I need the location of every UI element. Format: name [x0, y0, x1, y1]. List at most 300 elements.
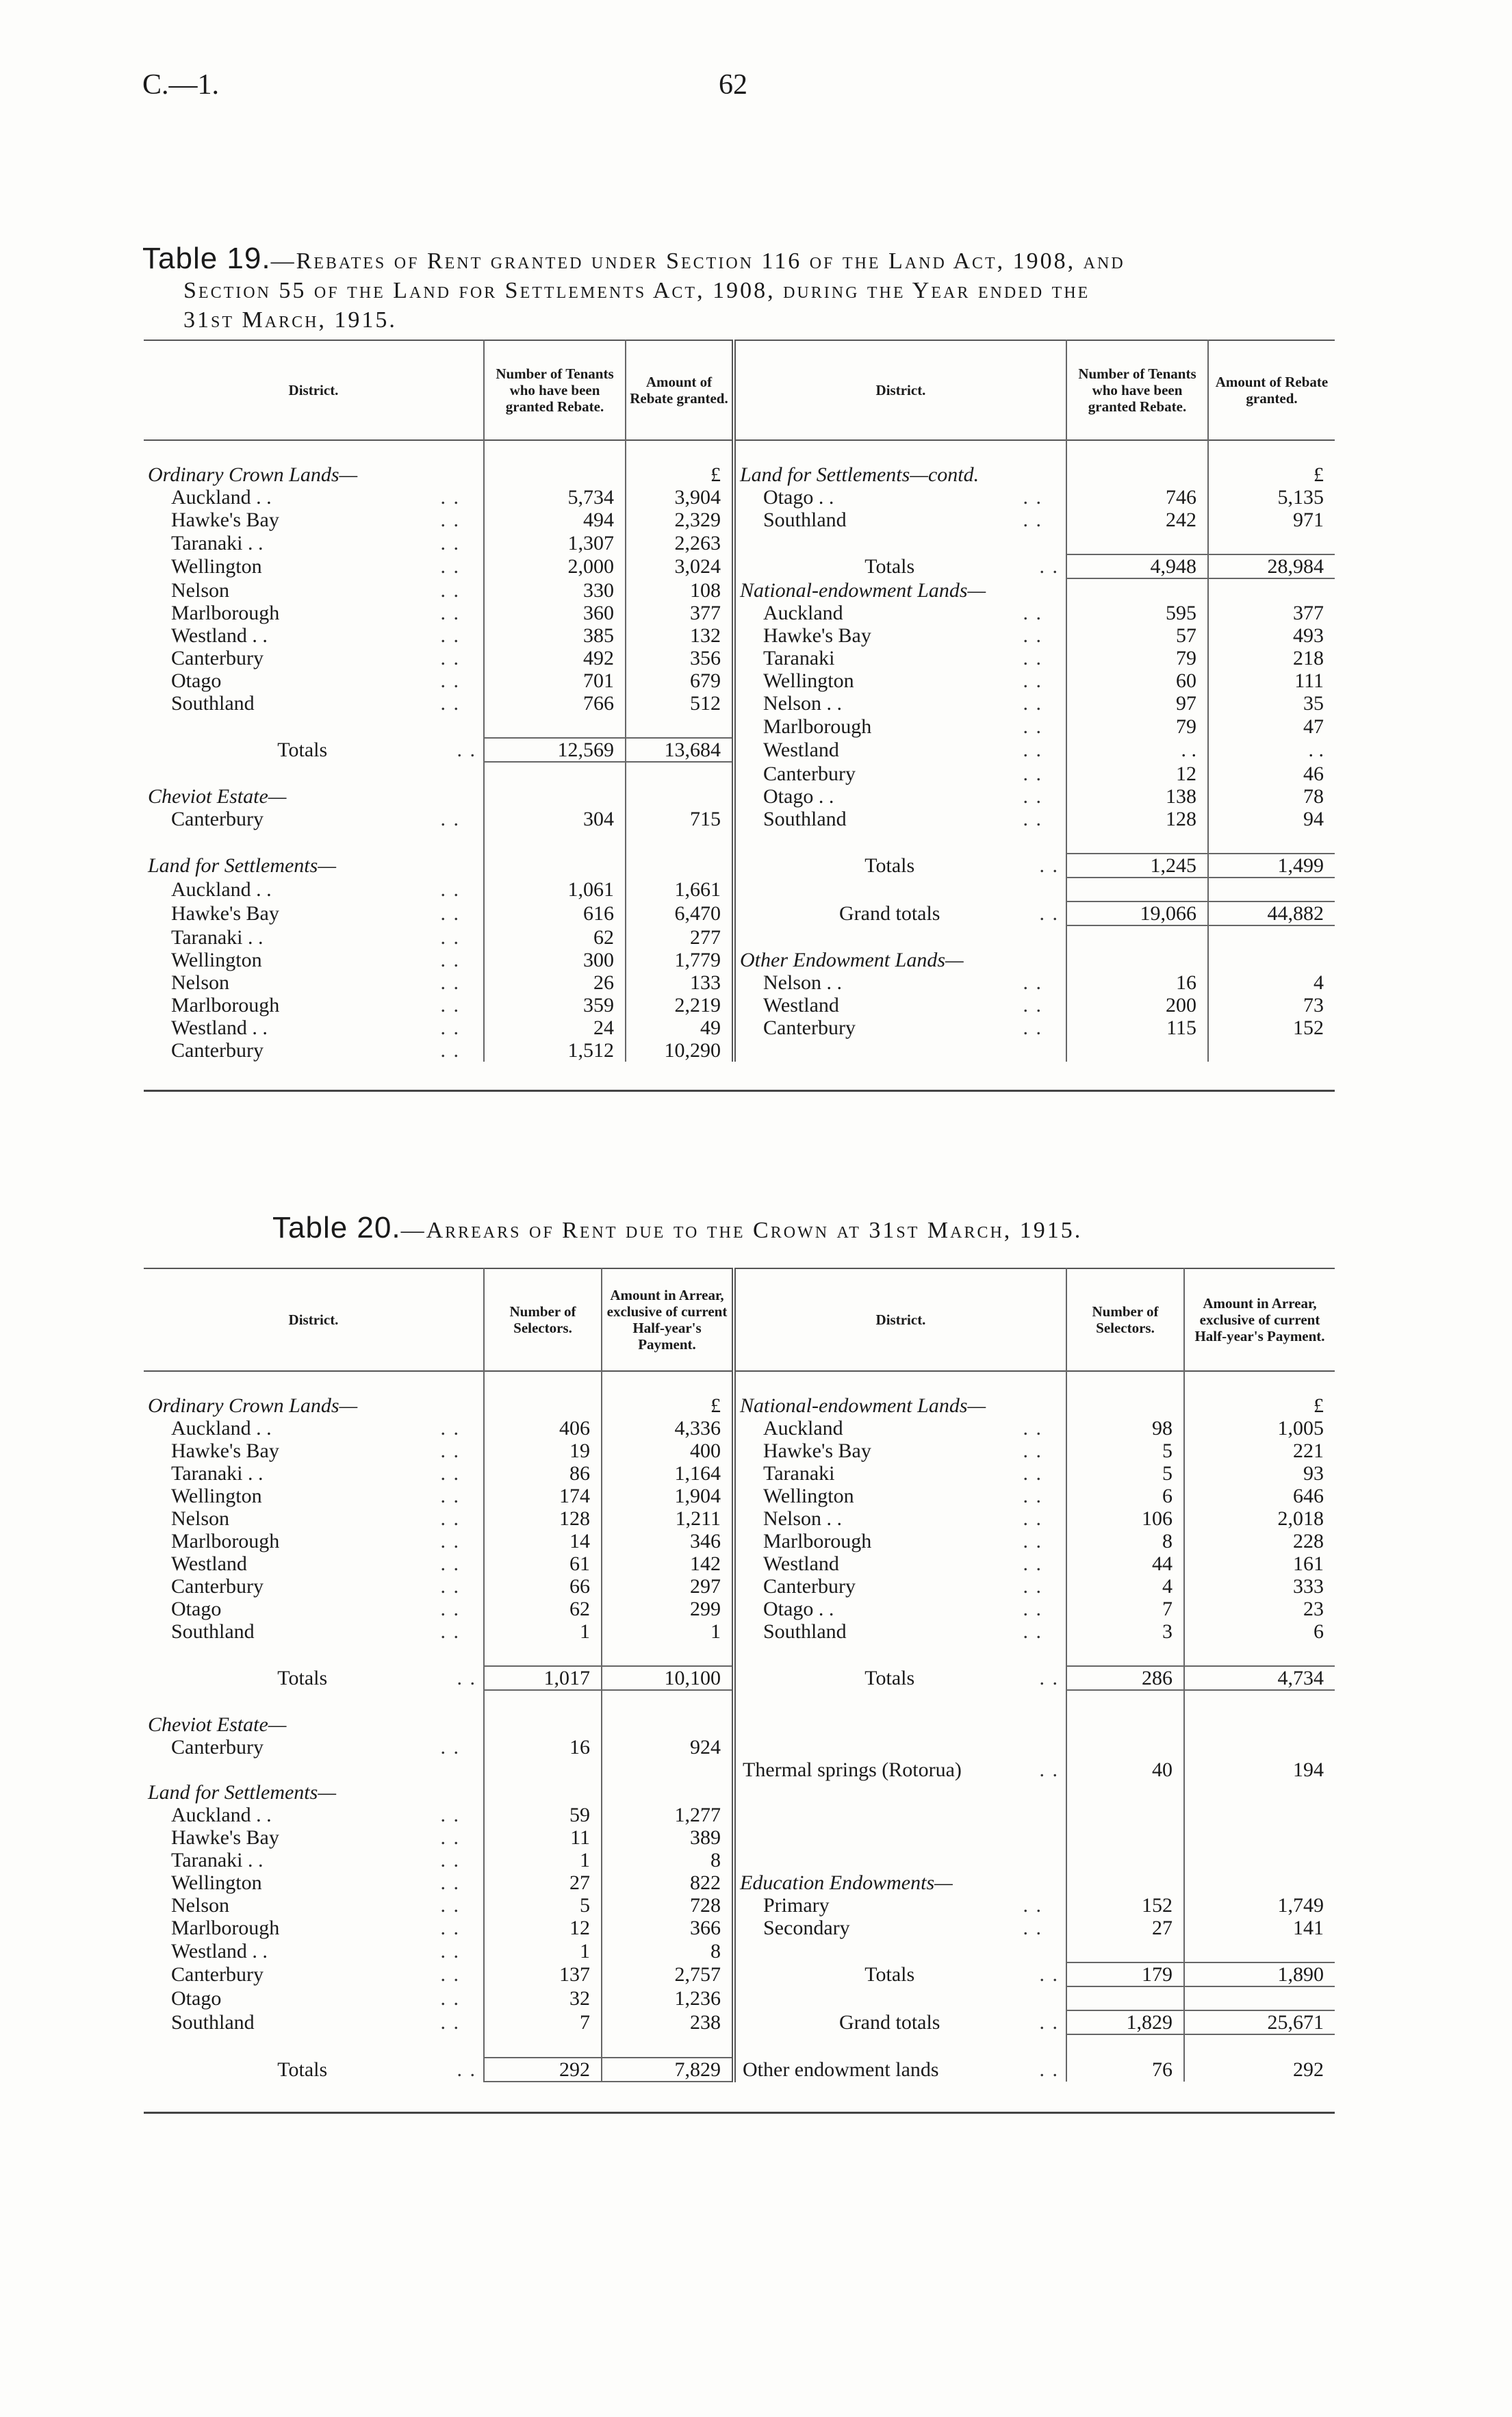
district-name-label: Southland	[763, 509, 847, 531]
district-name	[734, 1440, 1066, 1462]
district-name-label: Nelson . .	[763, 692, 842, 715]
amount-value: 292	[1184, 2058, 1335, 2082]
amount-value: 238	[602, 2010, 734, 2034]
leader-dots: . .	[1023, 808, 1042, 830]
leader-dots: . .	[1023, 1016, 1042, 1039]
leader-dots: . .	[440, 2011, 460, 2034]
table-row	[144, 738, 1335, 762]
t20-cheviot-heading: Cheviot Estate—	[148, 1713, 287, 1736]
district-name-label: Hawke's Bay	[171, 509, 279, 531]
totals-label	[144, 738, 484, 762]
table-row	[144, 808, 1335, 830]
totals-label	[144, 2058, 484, 2082]
district-name-label: Wellington	[763, 669, 854, 692]
district-name-label: Taranaki	[763, 647, 835, 669]
amount-total: 1,499	[1208, 854, 1335, 878]
district-name-label: Canterbury	[763, 762, 856, 785]
leader-dots: . .	[440, 1917, 460, 1939]
district-name	[144, 1552, 484, 1575]
tenants-grand-total: 19,066	[1066, 901, 1208, 925]
table-row	[144, 949, 1335, 971]
t19-col-tenants-left: Number of Tenants who have been granted Rebate.	[484, 340, 626, 440]
district-name	[734, 647, 1066, 669]
amount-value: 728	[602, 1894, 734, 1917]
district-name-label: Canterbury	[763, 1016, 856, 1039]
table-row	[144, 440, 1335, 463]
district-name	[144, 531, 484, 554]
table19-caption	[142, 244, 1361, 335]
table-row	[144, 624, 1335, 647]
amount-value: 133	[626, 971, 734, 994]
amount-grand-total: 25,671	[1184, 2010, 1335, 2034]
selectors-value: 5	[484, 1894, 602, 1917]
table-row	[144, 878, 1335, 901]
table-row	[144, 1826, 1335, 1849]
district-name-label: Westland . .	[171, 624, 268, 647]
district-name	[734, 1016, 1066, 1039]
amount-value: 1,236	[602, 1986, 734, 2010]
leader-dots: . .	[1023, 1620, 1042, 1643]
tenants-value: 359	[484, 994, 626, 1016]
grand-totals-label-label: Grand totals	[839, 2011, 940, 2034]
t20-col-amount-right: Amount in Arrear, exclusive of current Half-year's Payment.	[1184, 1268, 1335, 1371]
tenants-value: 200	[1066, 994, 1208, 1016]
table19-title-line1: —Rebates of Rent granted under Section 116 of the Land Act, 1908, and	[270, 248, 1125, 274]
totals-label-label: Totals	[864, 1667, 915, 1689]
selectors-value: 406	[484, 1417, 602, 1440]
district-name	[144, 624, 484, 647]
amount-value: 73	[1208, 994, 1335, 1016]
table-row	[144, 509, 1335, 531]
leader-dots: . .	[1039, 854, 1059, 877]
district-name-label: Southland	[763, 1620, 847, 1643]
table-row	[144, 554, 1335, 578]
selectors-value: 137	[484, 1962, 602, 1986]
district-name-label: Otago	[171, 669, 222, 692]
t19-col-district-left: District.	[288, 382, 339, 398]
tenants-value: 701	[484, 669, 626, 692]
table-row	[144, 531, 1335, 554]
selectors-value: 32	[484, 1986, 602, 2010]
selectors-value: 8	[1066, 1530, 1184, 1552]
tenants-value: 115	[1066, 1016, 1208, 1039]
leader-dots: . .	[440, 971, 460, 994]
table-row	[144, 1781, 1335, 1804]
leader-dots: . .	[1039, 555, 1059, 578]
leader-dots: . .	[440, 578, 460, 602]
t20-col-selectors-right: Number of Selectors.	[1066, 1268, 1184, 1371]
tenants-value: 242	[1066, 509, 1208, 531]
table20-title: —Arrears of Rent due to the Crown at 31st March, 1915.	[400, 1218, 1083, 1243]
amount-value: 377	[1208, 602, 1335, 624]
district-name	[144, 1986, 484, 2010]
amount-value: 108	[626, 578, 734, 602]
table-row	[144, 1575, 1335, 1598]
district-name-label: Auckland . .	[171, 486, 272, 509]
amount-value: 142	[602, 1552, 734, 1575]
leader-dots: . .	[440, 1598, 460, 1620]
table-row	[144, 854, 1335, 878]
leader-dots: . .	[1023, 647, 1042, 669]
selectors-value: 7	[484, 2010, 602, 2034]
group-heading: Education Endowments—	[734, 1871, 1066, 1894]
tenants-value: 60	[1066, 669, 1208, 692]
district-name-label: Auckland . .	[171, 1417, 272, 1440]
district-name	[144, 971, 484, 994]
table-row	[144, 1598, 1335, 1620]
amount-value: 822	[602, 1871, 734, 1894]
district-name	[144, 2010, 484, 2034]
selectors-value: 3	[1066, 1620, 1184, 1643]
district-name	[144, 669, 484, 692]
tenants-value: 360	[484, 602, 626, 624]
district-name-label: Nelson . .	[763, 1507, 842, 1530]
t20-col-amount-left: Amount in Arrear, exclusive of current Half-year's Payment.	[602, 1268, 734, 1371]
district-name-label: Southland	[171, 1620, 255, 1643]
amount-total: 1,890	[1184, 1962, 1335, 1986]
totals-label	[734, 1962, 1066, 1986]
leader-dots: . .	[1023, 739, 1042, 761]
district-name	[734, 1417, 1066, 1440]
leader-dots: . .	[440, 1826, 460, 1849]
leader-dots: . .	[440, 1939, 460, 1962]
tenants-total: 12,569	[484, 738, 626, 762]
table-row	[144, 2058, 1335, 2082]
district-name	[734, 715, 1066, 738]
table-row	[144, 901, 1335, 925]
leader-dots: . .	[440, 602, 460, 624]
amount-value: 299	[602, 1598, 734, 1620]
table-row	[144, 1485, 1335, 1507]
district-name-label: Marlborough	[171, 1530, 280, 1552]
selectors-value: 40	[1066, 1759, 1184, 1781]
leader-dots: . .	[440, 486, 460, 509]
district-name	[144, 1736, 484, 1759]
district-name-label: Taranaki . .	[171, 531, 264, 554]
tenants-value: 79	[1066, 715, 1208, 738]
amount-total: 7,829	[602, 2058, 734, 2082]
t20-col-district-right: District.	[734, 1268, 1066, 1371]
district-name	[144, 554, 484, 578]
leader-dots: . .	[440, 1963, 460, 1986]
selectors-value: 128	[484, 1507, 602, 1530]
totals-label	[144, 1666, 484, 1690]
amount-value: 1,661	[626, 878, 734, 901]
selectors-value: 1	[484, 1939, 602, 1962]
selectors-value: 14	[484, 1530, 602, 1552]
tenants-value: 300	[484, 949, 626, 971]
district-name	[734, 1598, 1066, 1620]
selectors-total: 179	[1066, 1962, 1184, 1986]
totals-label	[734, 1666, 1066, 1690]
table-row	[144, 1440, 1335, 1462]
tenants-value: 304	[484, 808, 626, 830]
tenants-value: 492	[484, 647, 626, 669]
other-endowment-label	[734, 2058, 1066, 2082]
grand-totals-label	[734, 2010, 1066, 2034]
table-row	[144, 830, 1335, 854]
table-row	[144, 1736, 1335, 1759]
district-name	[734, 1575, 1066, 1598]
amount-value: 1,904	[602, 1485, 734, 1507]
tenants-value: . .	[1066, 738, 1208, 762]
table19-bottom-rule	[144, 1090, 1335, 1092]
amount-total: 4,734	[1184, 1666, 1335, 1690]
district-name-label: Otago . .	[763, 1598, 834, 1620]
leader-dots: . .	[1039, 2058, 1059, 2081]
thermal-springs-label	[734, 1759, 1066, 1781]
district-name-label: Nelson	[171, 1894, 229, 1917]
selectors-value: 27	[484, 1871, 602, 1894]
leader-dots: . .	[1023, 1440, 1042, 1462]
table19	[144, 340, 1335, 1062]
table-row	[144, 602, 1335, 624]
district-name-label: Westland	[171, 1552, 247, 1575]
totals-label-label: Totals	[277, 2058, 328, 2081]
selectors-value: 6	[1066, 1485, 1184, 1507]
selectors-value: 19	[484, 1440, 602, 1462]
tenants-value: 24	[484, 1016, 626, 1039]
district-name	[144, 1804, 484, 1826]
tenants-value: 57	[1066, 624, 1208, 647]
leader-dots: . .	[1023, 1507, 1042, 1530]
thermal-springs-label-label: Thermal springs (Rotorua)	[743, 1759, 962, 1781]
table-row	[144, 1849, 1335, 1871]
district-name-label: Wellington	[171, 555, 262, 578]
district-name-label: Marlborough	[171, 994, 280, 1016]
amount-value: 5,135	[1208, 486, 1335, 509]
leader-dots: . .	[457, 1667, 476, 1689]
amount-value: 221	[1184, 1440, 1335, 1462]
running-header-ref: C.—1.	[142, 69, 220, 101]
leader-dots: . .	[440, 624, 460, 647]
district-name-label: Westland	[763, 1552, 839, 1575]
amount-value: 679	[626, 669, 734, 692]
tenants-value: 1,061	[484, 878, 626, 901]
table-row	[144, 1894, 1335, 1917]
other-endowment-label-label: Other endowment lands	[743, 2058, 939, 2081]
table19-title-line3: 31st March, 1915.	[183, 307, 397, 333]
selectors-value: 66	[484, 1575, 602, 1598]
selectors-value: 27	[1066, 1917, 1184, 1939]
amount-value: 356	[626, 647, 734, 669]
district-name	[734, 738, 1066, 762]
district-name	[144, 1620, 484, 1643]
amount-value: 715	[626, 808, 734, 830]
table-row	[144, 1871, 1335, 1894]
table-row	[144, 1986, 1335, 2010]
table19-title-line2: Section 55 of the Land for Settlements Act, 1908, during the Year ended the	[183, 278, 1090, 303]
district-name	[734, 1917, 1066, 1939]
amount-value: 1,211	[602, 1507, 734, 1530]
district-name-label: Hawke's Bay	[171, 902, 279, 925]
leader-dots: . .	[440, 1987, 460, 2010]
selectors-value: 61	[484, 1552, 602, 1575]
tenants-value: 1,307	[484, 531, 626, 554]
leader-dots: . .	[1039, 2011, 1059, 2034]
amount-value: 377	[626, 602, 734, 624]
table-row	[144, 1507, 1335, 1530]
district-name-label: Taranaki	[763, 1462, 835, 1485]
leader-dots: . .	[1023, 1417, 1042, 1440]
table-row	[144, 1690, 1335, 1713]
tenants-total: 4,948	[1066, 554, 1208, 578]
district-name	[734, 994, 1066, 1016]
amount-value: 2,757	[602, 1962, 734, 1986]
district-name-label: Otago	[171, 1987, 222, 2010]
selectors-value: 11	[484, 1826, 602, 1849]
tenants-value: 616	[484, 901, 626, 925]
leader-dots: . .	[440, 1849, 460, 1871]
district-name	[734, 1894, 1066, 1917]
t20-col-district-left: District.	[288, 1312, 339, 1328]
leader-dots: . .	[440, 1417, 460, 1440]
district-name	[144, 1598, 484, 1620]
t19-other-heading: Other Endowment Lands—	[734, 949, 1066, 971]
tenants-total: 1,245	[1066, 854, 1208, 878]
table20	[144, 1268, 1335, 2082]
leader-dots: . .	[1039, 1759, 1059, 1781]
district-name	[144, 647, 484, 669]
leader-dots: . .	[440, 902, 460, 925]
district-name-label: Auckland	[763, 1417, 843, 1440]
district-name-label: Marlborough	[171, 1917, 280, 1939]
unit-pound: £	[626, 463, 734, 486]
selectors-value: 7	[1066, 1598, 1184, 1620]
amount-value: 23	[1184, 1598, 1335, 1620]
amount-value: 141	[1184, 1917, 1335, 1939]
leader-dots: . .	[440, 1575, 460, 1598]
district-name-label: Nelson	[171, 971, 229, 994]
district-name-label: Nelson	[171, 578, 229, 602]
leader-dots: . .	[1023, 1462, 1042, 1485]
district-name	[734, 486, 1066, 509]
leader-dots: . .	[1023, 1894, 1042, 1917]
amount-value: 333	[1184, 1575, 1335, 1598]
totals-label-label: Totals	[277, 1667, 328, 1689]
leader-dots: . .	[440, 647, 460, 669]
district-name	[144, 1575, 484, 1598]
district-name-label: Auckland	[763, 602, 843, 624]
table-row	[144, 2034, 1335, 2058]
table-row	[144, 1759, 1335, 1781]
district-name-label: Southland	[171, 692, 255, 715]
table-row	[144, 1552, 1335, 1575]
leader-dots: . .	[1039, 902, 1059, 925]
totals-label-label: Totals	[864, 555, 915, 578]
table-row	[144, 1394, 1335, 1417]
district-name-label: Secondary	[763, 1917, 850, 1939]
table-row	[144, 1016, 1335, 1039]
amount-value: 512	[626, 692, 734, 715]
unit-pound: £	[602, 1394, 734, 1417]
tenants-value: 128	[1066, 808, 1208, 830]
t20-lfs-heading: Land for Settlements—	[148, 1781, 336, 1804]
district-name-label: Wellington	[171, 1871, 262, 1894]
district-name-label: Hawke's Bay	[763, 624, 871, 647]
amount-value: . .	[1208, 738, 1335, 762]
unit-pound: £	[1208, 463, 1335, 486]
leader-dots: . .	[440, 878, 460, 901]
selectors-total: 286	[1066, 1666, 1184, 1690]
leader-dots: . .	[440, 1871, 460, 1894]
selectors-value: 152	[1066, 1894, 1184, 1917]
district-name	[734, 1620, 1066, 1643]
district-name	[144, 1507, 484, 1530]
amount-value: 161	[1184, 1552, 1335, 1575]
tenants-value: 5,734	[484, 486, 626, 509]
t19-col-amount-right: Amount of Rebate granted.	[1208, 340, 1335, 440]
district-name-label: Taranaki . .	[171, 1849, 264, 1871]
district-name-label: Canterbury	[171, 1963, 264, 1986]
selectors-value: 44	[1066, 1552, 1184, 1575]
table-row	[144, 1713, 1335, 1736]
tenants-value: 595	[1066, 602, 1208, 624]
leader-dots: . .	[1023, 692, 1042, 715]
selectors-value: 62	[484, 1598, 602, 1620]
district-name-label: Hawke's Bay	[763, 1440, 871, 1462]
district-name	[144, 1894, 484, 1917]
amount-value: 2,018	[1184, 1507, 1335, 1530]
leader-dots: . .	[440, 1440, 460, 1462]
amount-value: 78	[1208, 785, 1335, 808]
district-name-label: Westland . .	[171, 1016, 268, 1039]
table-row	[144, 1939, 1335, 1962]
leader-dots: . .	[440, 1016, 460, 1039]
district-name	[144, 949, 484, 971]
district-name-label: Taranaki . .	[171, 1462, 264, 1485]
leader-dots: . .	[440, 994, 460, 1016]
district-name-label: Canterbury	[171, 1039, 264, 1062]
leader-dots: . .	[440, 669, 460, 692]
district-name-label: Marlborough	[763, 1530, 872, 1552]
leader-dots: . .	[457, 739, 476, 761]
district-name-label: Westland . .	[171, 1939, 268, 1962]
leader-dots: . .	[1023, 1552, 1042, 1575]
district-name-label: Southland	[763, 808, 847, 830]
leader-dots: . .	[1023, 602, 1042, 624]
table-row	[144, 1917, 1335, 1939]
district-name	[734, 669, 1066, 692]
district-name	[144, 878, 484, 901]
district-name	[144, 486, 484, 509]
amount-value: 277	[626, 925, 734, 949]
t20-col-selectors-left: Number of Selectors.	[484, 1268, 602, 1371]
district-name	[734, 692, 1066, 715]
district-name	[144, 1485, 484, 1507]
table-row	[144, 486, 1335, 509]
district-name	[734, 1462, 1066, 1485]
leader-dots: . .	[440, 1804, 460, 1826]
amount-value: 132	[626, 624, 734, 647]
table-row	[144, 463, 1335, 486]
table-row	[144, 1804, 1335, 1826]
amount-value: 4,336	[602, 1417, 734, 1440]
district-name-label: Wellington	[171, 1485, 262, 1507]
amount-value: 1,164	[602, 1462, 734, 1485]
selectors-value: 1	[484, 1849, 602, 1871]
district-name-label: Hawke's Bay	[171, 1440, 279, 1462]
district-name	[144, 1939, 484, 1962]
amount-value: 49	[626, 1016, 734, 1039]
t20-national-heading: National-endowment Lands—	[734, 1394, 1066, 1417]
district-name	[144, 901, 484, 925]
group-heading: National-endowment Lands—	[734, 578, 1066, 602]
amount-value: 111	[1208, 669, 1335, 692]
amount-value: 8	[602, 1849, 734, 1871]
leader-dots: . .	[440, 925, 460, 949]
leader-dots: . .	[1023, 1530, 1042, 1552]
